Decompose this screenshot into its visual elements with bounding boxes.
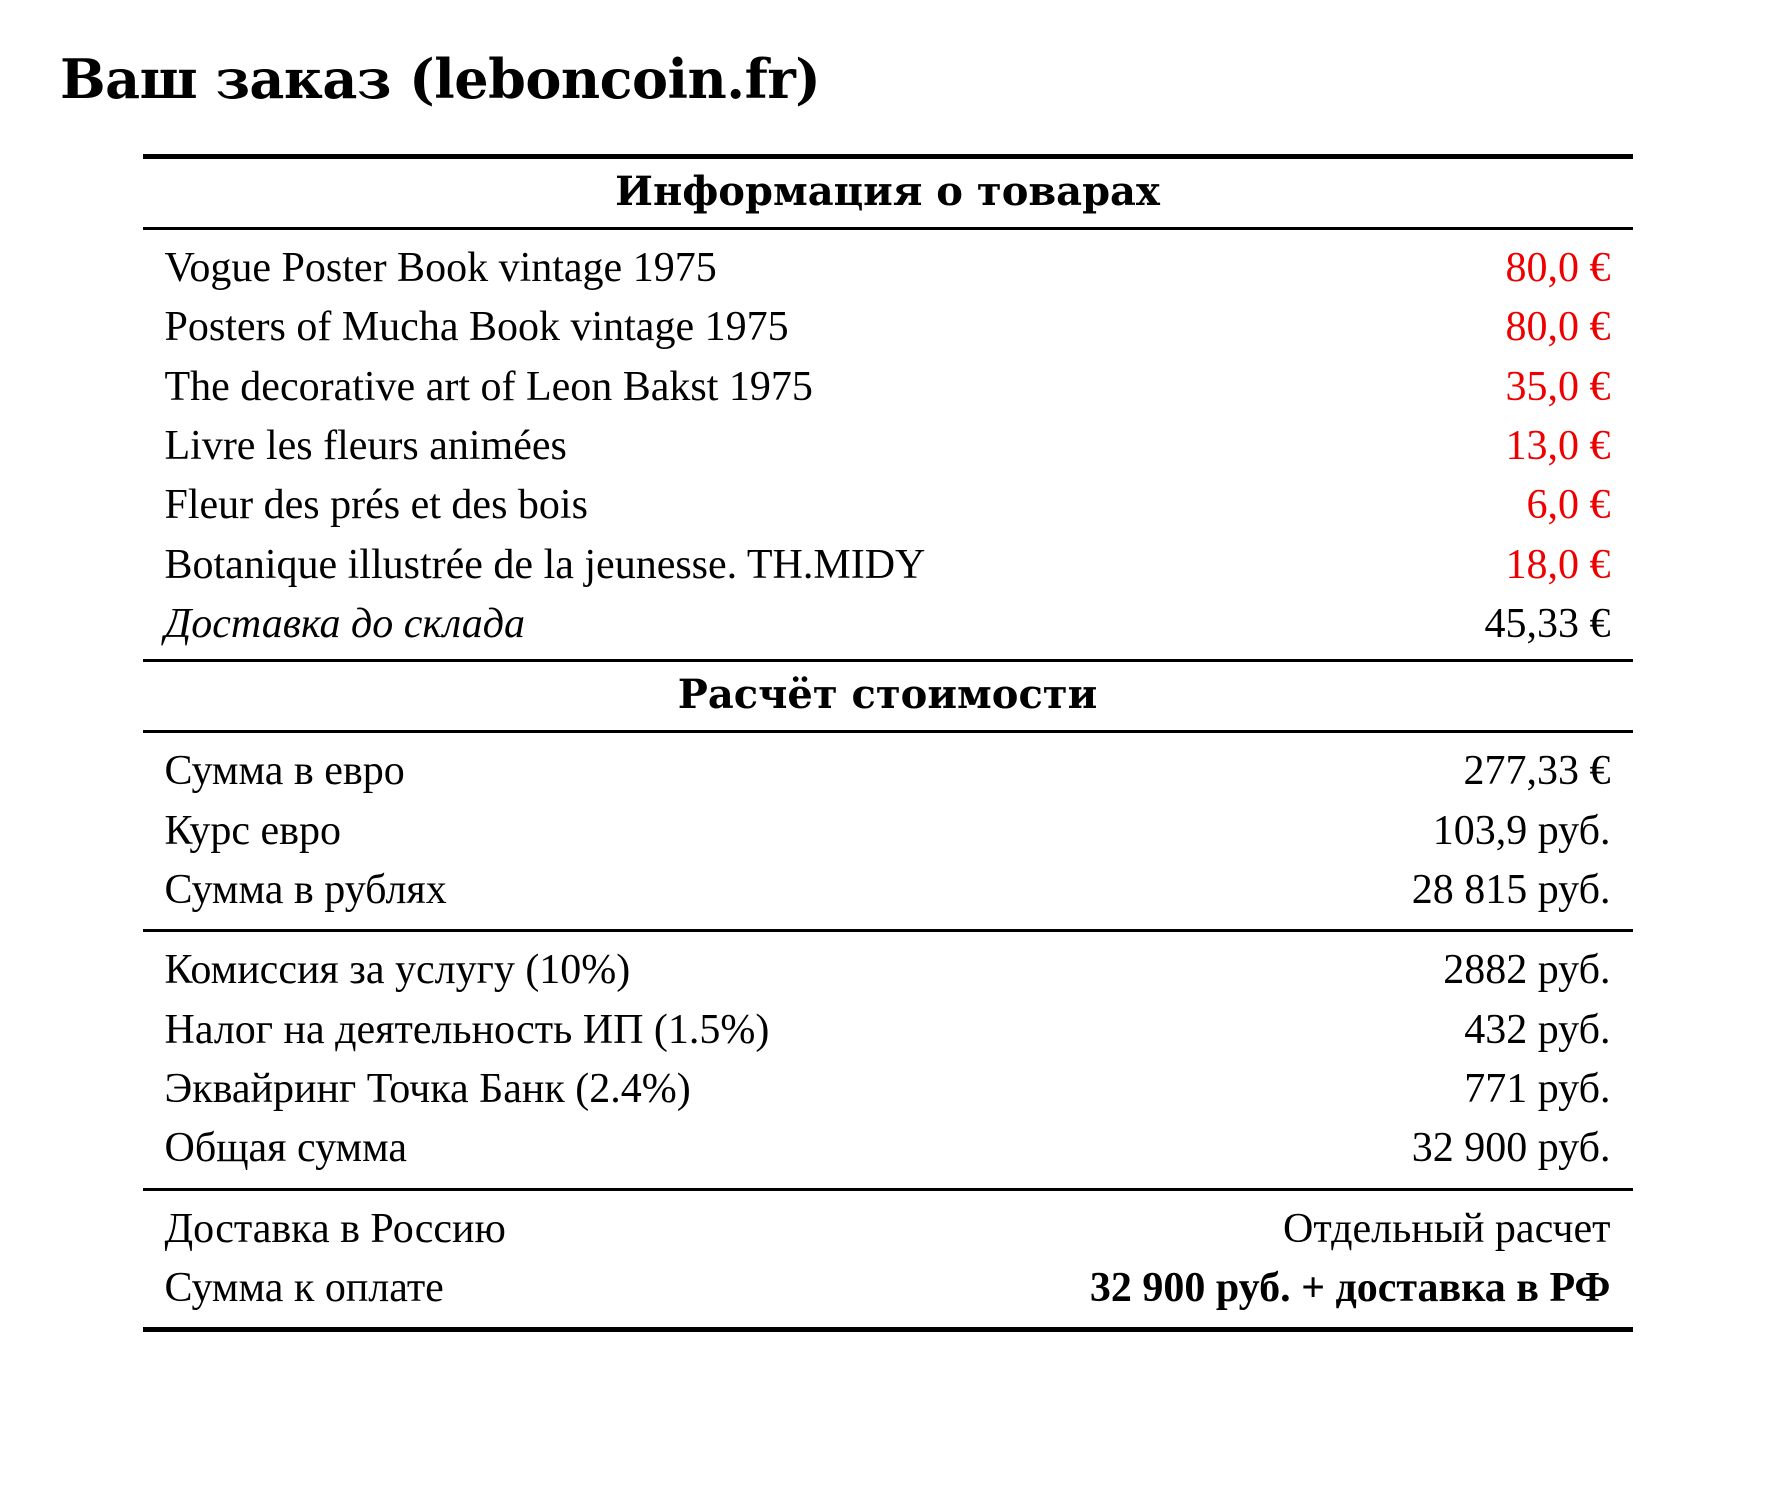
item-label: Livre les fleurs animées: [164, 423, 567, 470]
russia-delivery-label: Доставка в Россию: [164, 1205, 506, 1252]
item-price: 18,0 €: [1505, 541, 1611, 588]
total-label: Курс евро: [164, 807, 341, 854]
fee-label: Комиссия за услугу (10%): [164, 947, 631, 994]
spacer-row: [143, 1318, 1633, 1327]
items-section-header: Информация о товарах: [615, 168, 1160, 216]
table-row: [143, 358, 1633, 417]
fee-value: 771 руб.: [1464, 1066, 1611, 1113]
item-price: 13,0 €: [1505, 423, 1611, 470]
total-label: Сумма в рублях: [164, 867, 447, 914]
fee-label: Эквайринг Точка Банк (2.4%): [164, 1066, 691, 1113]
table-row: [143, 417, 1633, 476]
table-row: [143, 1119, 1633, 1178]
spacer-row: [143, 1179, 1633, 1188]
table-row: [143, 298, 1633, 357]
warehouse-delivery-value: 45,33 €: [1484, 601, 1611, 648]
table-row: [143, 742, 1633, 801]
items-section-header-row: [143, 159, 1633, 227]
item-label: The decorative art of Leon Bakst 1975: [164, 363, 813, 410]
grand-total-label: Общая сумма: [164, 1125, 408, 1172]
calc-section-header: Расчёт стоимости: [677, 671, 1098, 719]
table-row: [143, 1001, 1633, 1060]
total-label: Сумма в евро: [164, 748, 405, 795]
item-label: Posters of Mucha Book vintage 1975: [164, 304, 789, 351]
table-row: [143, 861, 1633, 920]
item-price: 80,0 €: [1505, 304, 1611, 351]
spacer-row: [143, 920, 1633, 929]
item-price: 6,0 €: [1526, 482, 1611, 529]
total-value: 277,33 €: [1463, 748, 1611, 795]
table-bottom-rule-row: [143, 1327, 1633, 1332]
table-row: [143, 239, 1633, 298]
spacer-row: [143, 932, 1633, 941]
item-label: Botanique illustrée de la jeunesse. TH.MIDY: [164, 541, 926, 588]
fee-label: Налог на деятельность ИП (1.5%): [164, 1006, 770, 1053]
spacer-row: [143, 1191, 1633, 1200]
russia-delivery-value: Отдельный расчет: [1283, 1205, 1611, 1252]
fee-value: 2882 руб.: [1443, 947, 1611, 994]
grand-total-value: 32 900 руб.: [1411, 1125, 1611, 1172]
table-row: [143, 1200, 1633, 1259]
warehouse-delivery-label: Доставка до склада: [164, 601, 525, 648]
page-title: Ваш заказ (leboncoin.fr): [60, 47, 821, 111]
item-label: Vogue Poster Book vintage 1975: [164, 245, 717, 292]
spacer-row: [143, 230, 1633, 239]
item-label: Fleur des prés et des bois: [164, 482, 588, 529]
spacer-row: [143, 733, 1633, 742]
table-row: [143, 1259, 1633, 1318]
table-bottom-rule-cell: [143, 1327, 1633, 1332]
amount-due-label: Сумма к оплате: [164, 1265, 444, 1312]
fee-value: 432 руб.: [1464, 1006, 1611, 1053]
table-row: [143, 1060, 1633, 1119]
table-row: [143, 476, 1633, 535]
divider-bottom: [143, 1327, 1633, 1332]
table-row: [143, 536, 1633, 595]
calc-section-header-row: [143, 662, 1633, 730]
item-price: 35,0 €: [1505, 363, 1611, 410]
table-row: [143, 941, 1633, 1000]
total-value: 103,9 руб.: [1432, 807, 1611, 854]
order-table: [143, 154, 1633, 1332]
table-row: [143, 802, 1633, 861]
order-table-wrapper: [143, 154, 1633, 1332]
amount-due-value: 32 900 руб. + доставка в РФ: [1089, 1265, 1611, 1312]
item-price: 80,0 €: [1505, 245, 1611, 292]
table-row: [143, 595, 1633, 654]
total-value: 28 815 руб.: [1411, 867, 1611, 914]
